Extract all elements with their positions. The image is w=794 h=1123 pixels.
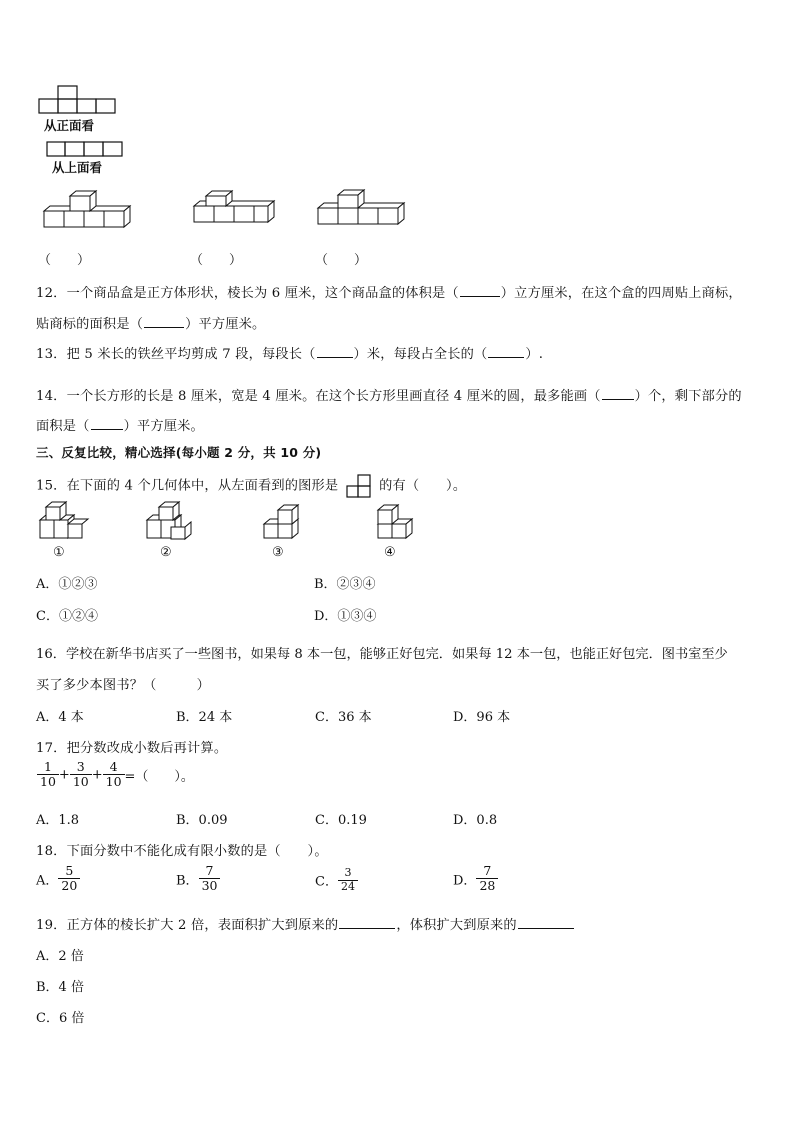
q18-option-b[interactable]: B． $\frac{7}{30}$ (176, 864, 220, 894)
q15-option-d[interactable]: D．①③④ (314, 609, 377, 624)
q12-area-blank[interactable] (144, 315, 184, 328)
left-view-icon (346, 474, 372, 498)
q11-solid-1 (42, 196, 134, 232)
q16-option-d[interactable]: D．96 本 (453, 710, 511, 725)
q17-prompt: 17．把分数改成小数后再计算。 (36, 741, 228, 756)
q16-line-1: 16．学校在新华书店买了一些图书，如果每 8 本一包，能够正好包完．如果每 12 本一包，也能正好包完．图书室至少 (36, 647, 728, 662)
q18-prompt: 18．下面分数中不能化成有限小数的是（ ）。 (36, 844, 328, 859)
q15-solid-4 (376, 507, 416, 541)
q15-line: 15．在下面的 4 个几何体中，从左面看到的图形是 的有（ ）。 (36, 474, 466, 498)
q17-option-b[interactable]: B．0.09 (176, 813, 228, 828)
q17-expression: $\frac{1}{10}$ + $\frac{3}{10}$ + $\frac{4}{10}$ =（ ）。 (37, 760, 194, 790)
q15-option-a[interactable]: A．①②③ (36, 577, 98, 592)
q17-fraction-1: $\frac{1}{10}$ (37, 760, 59, 790)
front-view-label: 从正面看 (44, 118, 95, 133)
q15-label-3: ③ (272, 545, 284, 560)
q14-line-2: 面积是（ ）平方厘米。 (36, 419, 204, 434)
q16-line-2: 买了多少本图书？（ ） (36, 678, 211, 693)
q16-option-a[interactable]: A．4 本 (36, 710, 84, 725)
q16-option-c[interactable]: C．36 本 (315, 710, 372, 725)
q16-option-b[interactable]: B．24 本 (176, 710, 233, 725)
q17-option-a[interactable]: A．1.8 (36, 813, 80, 828)
section-3-heading: 三、反复比较，精心选择(每小题 2 分，共 10 分) (36, 445, 322, 460)
q11-answer-2[interactable]: （ ） (190, 253, 243, 268)
q17-fraction-3: $\frac{4}{10}$ (103, 760, 125, 790)
q19-option-c[interactable]: C．6 倍 (36, 1011, 85, 1026)
q15-option-c[interactable]: C．①②④ (36, 609, 98, 624)
q18-option-a[interactable]: A． $\frac{5}{20}$ (36, 864, 80, 894)
q15-solid-1 (38, 507, 86, 541)
q15-label-1: ① (53, 545, 65, 560)
q19-surface-blank[interactable] (339, 916, 395, 929)
q14-line-1: 14．一个长方形的长是 8 厘米，宽是 4 厘米。在这个长方形里画直径 4 厘米的圆，最多能画（ ）个，剩下部分的 (36, 389, 742, 404)
q12-line-2: 贴商标的面积是（ ）平方厘米。 (36, 317, 266, 332)
q11-answer-3[interactable]: （ ） (315, 253, 368, 268)
q13-length-blank[interactable] (317, 345, 353, 358)
q19-option-b[interactable]: B．4 倍 (36, 980, 84, 995)
q15-solid-2 (145, 507, 193, 541)
q15-label-2: ② (160, 545, 172, 560)
q14-area-blank[interactable] (91, 417, 123, 430)
q18-option-d[interactable]: D． $\frac{7}{28}$ (453, 864, 498, 894)
q11-answer-1[interactable]: （ ） (38, 253, 91, 268)
q19-line: 19．正方体的棱长扩大 2 倍，表面积扩大到原来的 ，体积扩大到原来的 (36, 914, 575, 933)
q19-option-a[interactable]: A．2 倍 (36, 949, 84, 964)
q13-fraction-blank[interactable] (488, 345, 524, 358)
q17-fraction-2: $\frac{3}{10}$ (70, 760, 92, 790)
q15-label-4: ④ (384, 545, 396, 560)
top-view-label: 从上面看 (52, 160, 103, 175)
q15-solid-3 (262, 507, 302, 541)
q12-volume-blank[interactable] (460, 284, 500, 297)
q15-option-b[interactable]: B．②③④ (314, 577, 376, 592)
q19-volume-blank[interactable] (518, 916, 574, 929)
q13-line: 13．把 5 米长的铁丝平均剪成 7 段，每段长（ ）米，每段占全长的（ ）. (36, 347, 544, 362)
q18-option-c[interactable]: C． $\frac{3}{24}$ (315, 867, 358, 893)
top-view-diagram (46, 139, 126, 159)
q14-count-blank[interactable] (602, 387, 634, 400)
q11-solid-2 (192, 194, 276, 226)
q17-option-c[interactable]: C．0.19 (315, 813, 367, 828)
front-view-diagram (38, 86, 120, 116)
q17-option-d[interactable]: D．0.8 (453, 813, 498, 828)
q12-line-1: 12．一个商品盒是正方体形状，棱长为 6 厘米，这个商品盒的体积是（ ）立方厘米，在这个盒的四周贴上商标， (36, 286, 742, 301)
q11-solid-3 (316, 194, 406, 228)
